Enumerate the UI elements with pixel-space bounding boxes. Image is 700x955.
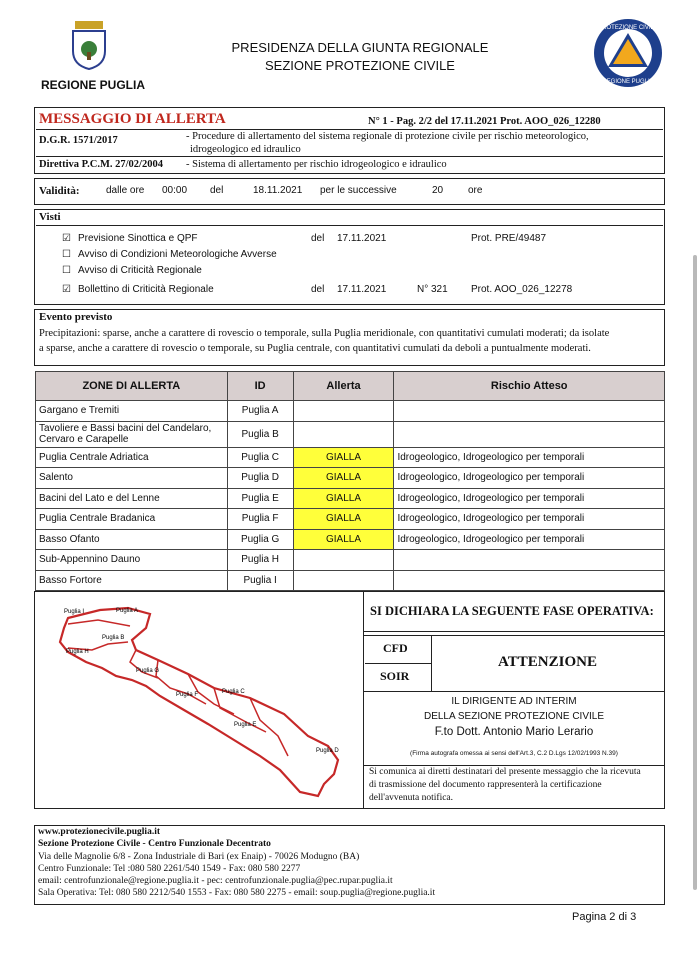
table-row: [36, 447, 665, 468]
dgr-text-2: idrogeologico ed idraulico: [190, 144, 301, 155]
zone-risk: Idrogeologico, Idrogeologico per temporali: [394, 468, 665, 489]
zone-name: Puglia Centrale Bradanica: [36, 509, 228, 530]
zone-id: Puglia B: [227, 421, 293, 447]
map-label: Puglia F: [176, 692, 199, 698]
notice-line-3: dell'avvenuta notifica.: [369, 793, 454, 803]
visti-item-text: Bollettino di Criticità Regionale: [78, 284, 214, 295]
zone-id: Puglia E: [227, 488, 293, 509]
table-row: [36, 468, 665, 489]
zone-risk: [394, 570, 665, 591]
col-alert: Allerta: [293, 372, 394, 401]
header-title-2: SEZIONE PROTEZIONE CIVILE: [265, 58, 455, 73]
zone-risk: Idrogeologico, Idrogeologico per temporali: [394, 488, 665, 509]
table-row: [36, 401, 665, 422]
zone-id: Puglia H: [227, 550, 293, 571]
cfd-soir-divider: [365, 663, 431, 664]
zone-id: Puglia C: [227, 447, 293, 468]
footer-section: Sezione Protezione Civile - Centro Funzionale Decentrato: [38, 839, 271, 849]
zone-id: Puglia A: [227, 401, 293, 422]
puglia-map: [38, 596, 358, 804]
zone-name: Basso Fortore: [36, 570, 228, 591]
zone-risk: Idrogeologico, Idrogeologico per temporali: [394, 529, 665, 550]
visti-label: Visti: [39, 211, 61, 223]
zone-name: Gargano e Tremiti: [36, 401, 228, 422]
evento-text-2: a sparse, anche a carattere di rovescio o temporale, su Puglia centrale, con quantitativi cumulati da deboli a puntualmente moderati.: [39, 343, 591, 354]
header-title-1: PRESIDENZA DELLA GIUNTA REGIONALE: [231, 40, 489, 55]
phase-status: ATTENZIONE: [498, 654, 597, 670]
zone-alert: [293, 401, 394, 422]
zone-id: Puglia D: [227, 468, 293, 489]
zone-name: Puglia Centrale Adriatica: [36, 447, 228, 468]
zone-id: Puglia G: [227, 529, 293, 550]
table-header-row: [36, 372, 665, 401]
signature-note: (Firma autografa omessa ai sensi dell'Art.3, C.2 D.Lgs 12/02/1993 N.39): [410, 750, 618, 757]
table-row: [36, 421, 665, 447]
zone-name: Bacini del Lato e del Lenne: [36, 488, 228, 509]
visti-item: [62, 233, 652, 247]
dgr-text: - Procedure di allertamento del sistema regionale di protezione civile per rischio meteorologico,: [186, 131, 589, 142]
zone-name: Basso Ofanto: [36, 529, 228, 550]
zone-risk: Idrogeologico, Idrogeologico per temporali: [394, 509, 665, 530]
validity-ore: ore: [468, 185, 483, 196]
map-label: Puglia B: [102, 635, 125, 641]
col-risk: Rischio Atteso: [394, 372, 665, 401]
validity-del: del: [210, 185, 224, 196]
col-id: ID: [227, 372, 293, 401]
map-label: Puglia C: [222, 689, 245, 695]
phase-title: SI DICHIARA LA SEGUENTE FASE OPERATIVA:: [370, 604, 654, 618]
visti-item-date: 17.11.2021: [337, 233, 387, 244]
svg-text:PROTEZIONE CIVILE: PROTEZIONE CIVILE: [598, 25, 658, 31]
checkbox-checked-icon: ☑: [62, 233, 71, 244]
table-row: [36, 488, 665, 509]
visti-item: [62, 265, 652, 279]
protezione-civile-logo-icon: [592, 17, 664, 89]
zone-alert: GIALLA: [293, 447, 394, 468]
checkbox-checked-icon: ☑: [62, 284, 71, 295]
zone-name: Sub-Appennino Dauno: [36, 550, 228, 571]
zone-alert: GIALLA: [293, 529, 394, 550]
zone-name: Tavoliere e Bassi bacini del Candelaro, Cervaro e Carapelle: [36, 421, 228, 447]
region-label: REGIONE PUGLIA: [41, 78, 146, 92]
map-label: Puglia G: [136, 668, 160, 674]
zone-alert: GIALLA: [293, 488, 394, 509]
validity-next: per le successive: [320, 185, 397, 196]
dgr-label: D.G.R. 1571/2017: [39, 135, 118, 146]
checkbox-empty-icon: ☐: [62, 265, 71, 276]
validity-hour: 00:00: [162, 185, 188, 196]
validity-from: dalle ore: [106, 185, 145, 196]
zone-alert: GIALLA: [293, 468, 394, 489]
visti-item-del: del: [311, 284, 325, 295]
zone-id: Puglia I: [227, 570, 293, 591]
footer-ops: Sala Operativa: Tel: 080 580 2212/540 1553 - Fax: 080 580 2275 - email: soup.puglia@regione.puglia.it: [38, 888, 436, 898]
map-label: Puglia D: [316, 748, 339, 754]
visti-item: [62, 284, 652, 298]
zone-risk: Idrogeologico, Idrogeologico per temporali: [394, 447, 665, 468]
phase-divider: [364, 691, 664, 692]
zone-alert: GIALLA: [293, 509, 394, 530]
zone-id: Puglia F: [227, 509, 293, 530]
notice-line-1: Si comunica ai diretti destinatari del presente messaggio che la ricevuta: [369, 767, 641, 777]
validity-date: 18.11.2021: [253, 185, 303, 196]
visti-item-num: N° 321: [417, 284, 448, 295]
zones-table: [35, 371, 665, 591]
visti-item-date: 17.11.2021: [337, 284, 387, 295]
phase-divider: [364, 631, 664, 632]
table-row: [36, 570, 665, 591]
cfd-label: CFD: [383, 641, 408, 655]
visti-item-prot: Prot. PRE/49487: [471, 233, 547, 244]
checkbox-empty-icon: ☐: [62, 249, 71, 260]
directive-label: Direttiva P.C.M. 27/02/2004: [39, 159, 163, 170]
map-label: Puglia E: [234, 722, 257, 728]
map-label: Puglia H: [66, 649, 89, 655]
svg-text:REGIONE PUGLIA: REGIONE PUGLIA: [602, 79, 654, 85]
page-number: Pagina 2 di 3: [572, 911, 637, 923]
validity-hours: 20: [432, 185, 444, 196]
dirigente-title-2: DELLA SEZIONE PROTEZIONE CIVILE: [423, 711, 605, 722]
footer-email[interactable]: email: centrofunzionale@regione.puglia.it - pec: centrofunzionale.puglia@pec.rupar.puglia.it: [38, 876, 393, 886]
zone-name: Salento: [36, 468, 228, 489]
zone-alert: [293, 570, 394, 591]
table-row: [36, 529, 665, 550]
table-row: [36, 509, 665, 530]
zone-alert: [293, 421, 394, 447]
map-label: Puglia A: [116, 608, 139, 614]
visti-item-del: del: [311, 233, 325, 244]
zone-risk: [394, 421, 665, 447]
col-zone: ZONE DI ALLERTA: [36, 372, 228, 401]
phase-divider: [364, 765, 664, 766]
visti-item: [62, 249, 652, 263]
map-label: Puglia I: [64, 609, 85, 615]
visti-item-text: Previsione Sinottica e QPF: [78, 233, 198, 244]
zone-risk: [394, 401, 665, 422]
evento-label: Evento previsto: [39, 311, 113, 323]
validity-label: Validità:: [39, 185, 80, 197]
message-ref: N° 1 - Pag. 2/2 del 17.11.2021 Prot. AOO_026_12280: [368, 116, 601, 127]
evento-text-1: Precipitazioni: sparse, anche a carattere di rovescio o temporale, sulla Puglia meridionale, con quantitativi cumulati moderati; da isolate: [39, 328, 610, 339]
footer-address: Via delle Magnolie 6/8 - Zona Industriale di Bari (ex Enaip) - 70026 Modugno (BA): [38, 852, 360, 862]
visti-item-prot: Prot. AOO_026_12278: [471, 284, 573, 295]
soir-label: SOIR: [380, 669, 410, 683]
visti-item-text: Avviso di Condizioni Meteorologiche Avverse: [78, 249, 277, 260]
table-row: [36, 550, 665, 571]
scrollbar[interactable]: [693, 255, 697, 890]
directive-text: - Sistema di allertamento per rischio idrogeologico e idraulico: [186, 159, 447, 170]
dirigente-title-1: IL DIRIGENTE AD INTERIM: [451, 696, 577, 707]
zone-risk: [394, 550, 665, 571]
signature-name: F.to Dott. Antonio Mario Lerario: [434, 726, 594, 738]
visti-item-text: Avviso di Criticità Regionale: [78, 265, 202, 276]
notice-line-2: di trasmissione del documento rappresenterà la certificazione: [369, 780, 602, 790]
footer-phone: Centro Funzionale: Tel :080 580 2261/540 1549 - Fax: 080 580 2277: [38, 864, 301, 874]
zone-alert: [293, 550, 394, 571]
message-title: MESSAGGIO DI ALLERTA: [39, 111, 226, 127]
footer-web-link[interactable]: www.protezionecivile.puglia.it: [38, 827, 160, 837]
